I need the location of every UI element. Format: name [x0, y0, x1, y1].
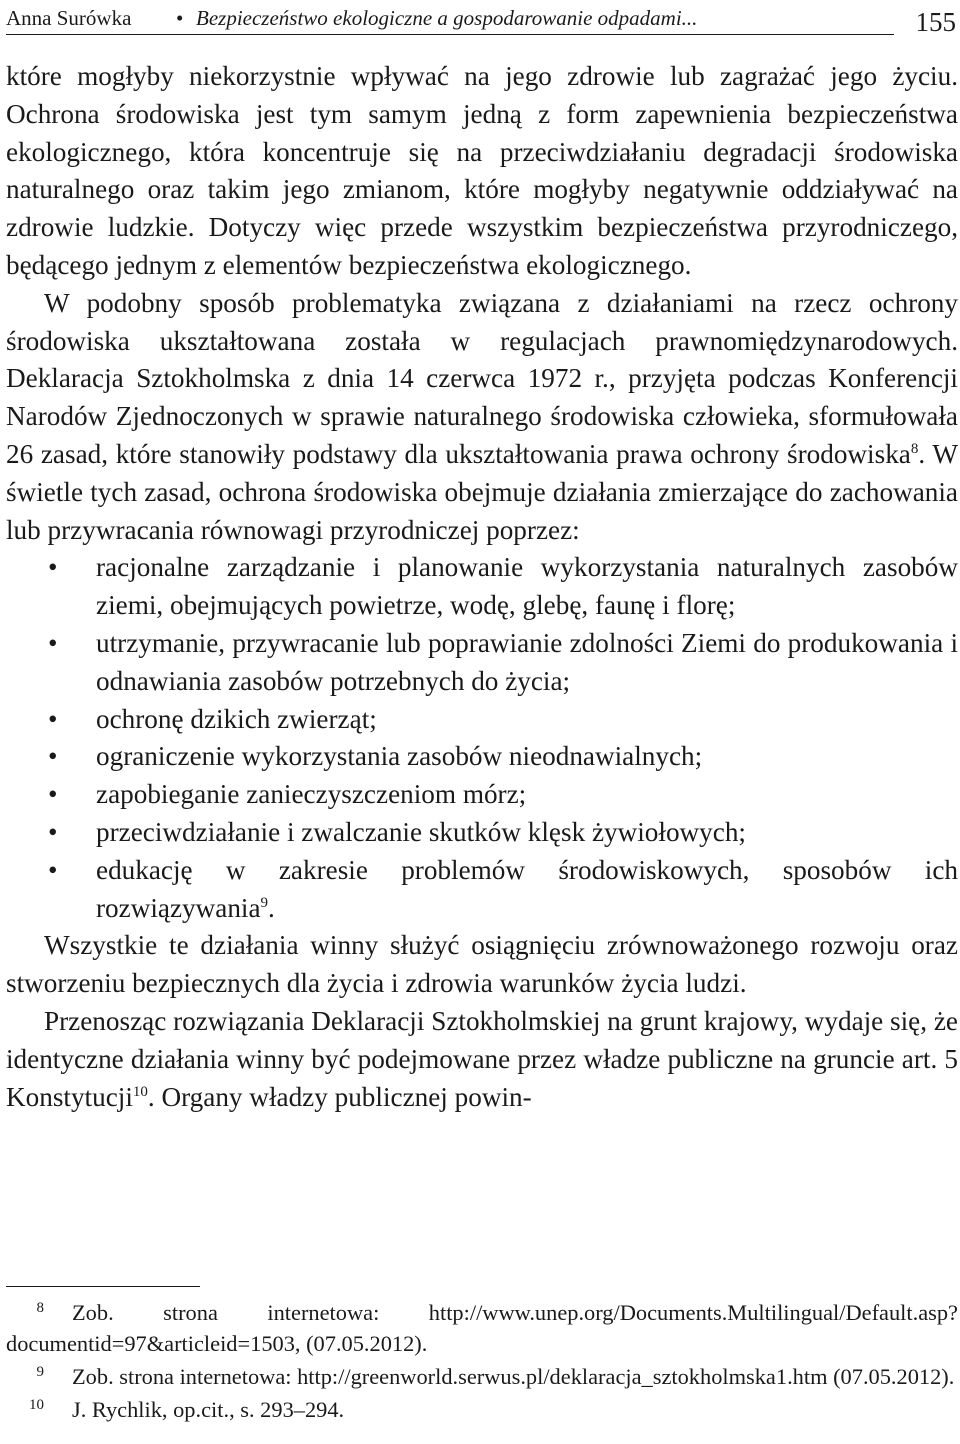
page-number: 155 [915, 7, 956, 37]
list-item [6, 852, 958, 928]
list-item-text: utrzymanie, przywracanie lub poprawianie zdolności Ziemi do produkowania i odnawiania zasobów potrzebnych do życia; [96, 627, 958, 696]
paragraph-2-text-a: W podobny sposób problematyka związana z działaniami na rzecz ochrony środowiska ukształtowana została w regulacjach prawnomiędzynarodowych. Deklaracja Sztokholmska z dnia 14 czerwca 1972 r., przyjęta podczas Konferencji Narodów Zjednoczonych w sprawie naturalnego środowiska człowieka, sformułowała 26 zasad, które stanowiły podstawy dla ukształtowania prawa ochrony środowiska [6, 287, 958, 469]
footnote-ref-9[interactable]: 9 [260, 894, 269, 911]
paragraph-4-text-b: . Organy władzy publicznej powin- [147, 1081, 532, 1112]
bullet-marker: • [48, 741, 58, 772]
bullet-marker: • [48, 854, 58, 885]
list-item [6, 625, 958, 701]
list-item [6, 701, 958, 739]
paragraph-1: które mogłyby niekorzystnie wpływać na jego zdrowie lub zagrażać jego życiu. Ochrona środowiska jest tym samym jedną z form zapewnienia bezpieczeństwa ekologicznego, która koncentruje się na przeciwdziałaniu degradacji środowiska naturalnego oraz takim jego zmianom, które mogłyby negatywnie oddziaływać na zdrowie ludzkie. Dotyczy więc przede wszystkim bezpieczeństwa przyrodniczego, będącego jednym z elementów bezpieczeństwa ekologicznego. [6, 61, 958, 280]
footnote-text: J. Rychlik, op.cit., s. 293–294. [72, 1397, 345, 1422]
footnote-ref-10[interactable]: 10 [132, 1083, 148, 1100]
list-item [6, 549, 958, 625]
bullet-marker: • [48, 552, 58, 583]
header-author: Anna Surówka [6, 6, 132, 30]
footnote-text: Zob. strona internetowa: http://www.unep.org/Documents.Multilingual/Default.asp?documentid=97&articleid=1503, (07.05.2012). [6, 1300, 958, 1356]
footnotes [6, 1297, 958, 1427]
header-rule [6, 34, 894, 35]
footnote-10: 10 J. Rychlik, op.cit., s. 293–294. [29, 1396, 345, 1422]
bullet-marker: • [48, 779, 58, 810]
footnote-8: 8 Zob. strona internetowa: http://www.unep.org/Documents.Multilingual/Default.asp?documentid=97&articleid=1503, (07.05.2012). [6, 1299, 958, 1356]
list-item-text: ograniczenie wykorzystania zasobów nieodnawialnych; [96, 741, 703, 772]
list-item-end: . [268, 892, 275, 923]
list-item-text: edukację w zakresie problemów środowiskowych, sposobów ich rozwiązywania [96, 854, 958, 923]
paragraph-2 [6, 285, 958, 550]
paragraph-2-text-b: . W świetle tych zasad, ochrona środowiska obejmuje działania zmierzające do zachowania lub przywracania równowagi przyrodniczej poprzez: [6, 438, 958, 545]
bullet-marker: • [48, 703, 58, 734]
running-header [6, 4, 958, 38]
list-item [6, 738, 958, 776]
footnote-rule [6, 1286, 200, 1287]
list-item-text: zapobieganie zanieczyszczeniom mórz; [96, 779, 527, 810]
header-title: Bezpieczeństwo ekologiczne a gospodarowanie odpadami... [196, 6, 698, 30]
list-item [6, 814, 958, 852]
footnote-9: 9 Zob. strona internetowa: http://greenworld.serwus.pl/deklaracja_sztokholmska1.htm (07.05.2012). [36, 1363, 955, 1389]
bullet-marker: • [48, 816, 58, 847]
paragraph-4-text-a: Przenosząc rozwiązania Deklaracji Sztokholmskiej na grunt krajowy, wydaje się, że identyczne działania winny być podejmowane przez władze publiczne na gruncie art. 5 Konstytucji [6, 1005, 958, 1112]
paragraph-3: Wszystkie te działania winny służyć osiągnięciu zrównoważonego rozwoju oraz stworzeniu bezpiecznych dla życia i zdrowia warunków życia ludzi. [6, 930, 958, 999]
list-item-text: racjonalne zarządzanie i planowanie wykorzystania naturalnych zasobów ziemi, obejmujących powietrze, wodę, glebę, faunę i florę; [96, 552, 958, 621]
list-item [6, 776, 958, 814]
footnote-ref-8[interactable]: 8 [910, 440, 919, 457]
bullet-list [6, 549, 958, 927]
list-item-text: przeciwdziałanie i zwalczanie skutków klęsk żywiołowych; [96, 816, 746, 847]
body-text [6, 58, 958, 1116]
header-separator: • [176, 6, 184, 30]
list-item-text: ochronę dzikich zwierząt; [96, 703, 377, 734]
footnote-text: Zob. strona internetowa: http://greenworld.serwus.pl/deklaracja_sztokholmska1.htm (07.05.2012). [72, 1364, 955, 1389]
bullet-marker: • [48, 627, 58, 658]
paragraph-4 [6, 1003, 958, 1116]
